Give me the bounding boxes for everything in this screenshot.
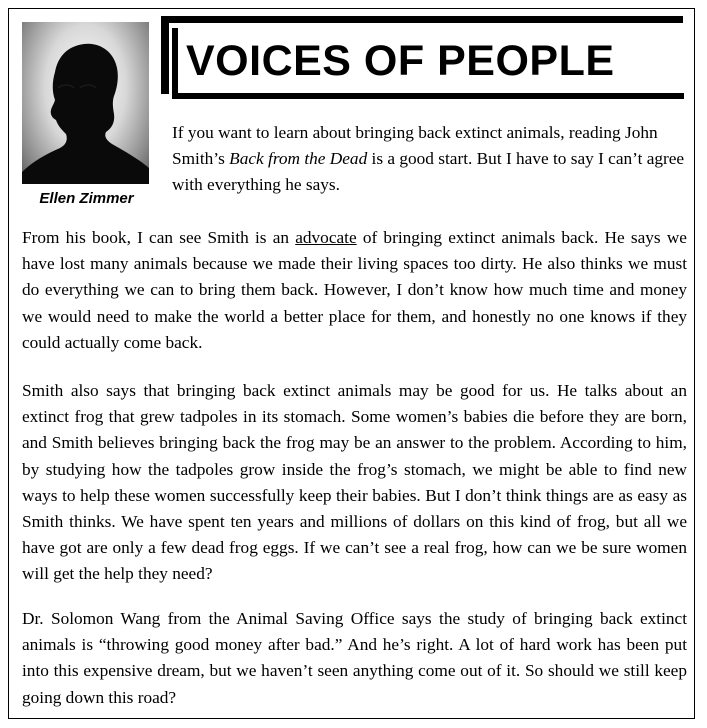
paragraph-1-start: From his book, I can see Smith is an (22, 228, 296, 247)
author-name: Ellen Zimmer (39, 190, 134, 207)
body-paragraph-3: Dr. Solomon Wang from the Animal Saving Office says the study of bringing back extinct animals is “throwing good money after bad.” And he’s right. A lot of hard work has been put into this expensive dream, but we haven’t seen anything come out of it. So should we still keep going down this road? (22, 609, 687, 707)
body-paragraph-1 (22, 225, 687, 356)
intro-text-start: If you want to learn about bringing back extinct animals, reading John Smith’s (172, 123, 658, 168)
book-title: Back from the Dead (229, 149, 368, 168)
title-frame-top-bar (161, 16, 683, 23)
title-frame-left-bar (161, 16, 169, 94)
underlined-keyword: advocate (295, 228, 357, 247)
intro-text-end: is a good start. But I have to say I can’t agree with everything he says. (172, 149, 685, 194)
page-title: VOICES OF PEOPLE (186, 37, 615, 85)
title-inner-vertical-rule (172, 28, 178, 99)
paragraph-1-end: of bringing extinct animals back. He says we have lost many animals because we made their living spaces too dirty. He also thinks we must do everything we can to bring them back. However, I don’t know how much time and money we would need to make the world a better place for them, and honestly no one knows if they could actually come back. (22, 228, 687, 352)
intro-paragraph (172, 120, 687, 198)
person-silhouette-icon (22, 22, 149, 184)
author-photo (22, 22, 149, 184)
author-photo-block (17, 17, 156, 211)
body-paragraph-2: Smith also says that bringing back extinct animals may be good for us. He talks about an extinct frog that grew tadpoles in its stomach. Some women’s babies die before they are born, and Smith believes bringing back the frog may be an answer to the problem. According to him, by studying how the tadpoles grow inside the frog’s stomach, we might be able to find new ways to help these women successfully keep their babies. But I don’t think things are as easy as Smith thinks. We have spent ten years and millions of dollars on this kind of frog, but all we have got are only a few dead frog eggs. If we can’t see a real frog, how can we be sure women will get the help they need? (22, 381, 687, 584)
title-inner-bottom-rule (172, 93, 684, 99)
